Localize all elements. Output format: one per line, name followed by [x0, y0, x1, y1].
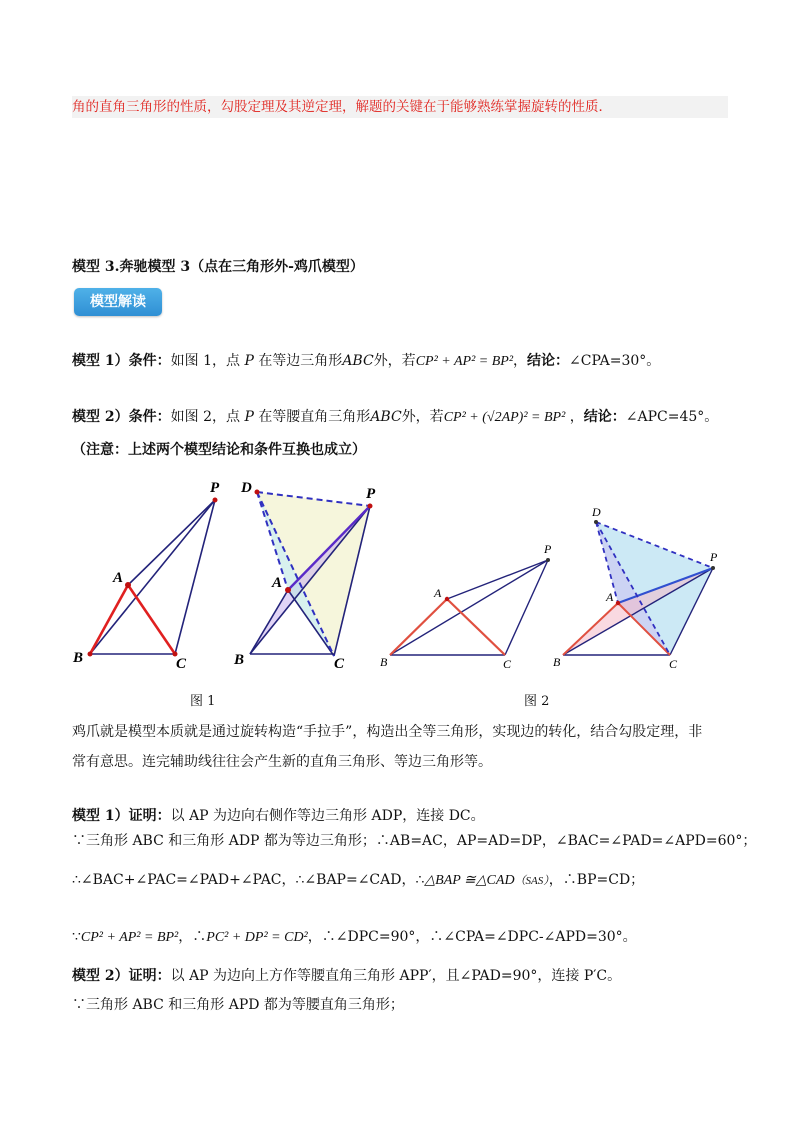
svg-text:D: D — [241, 480, 252, 496]
svg-text:P: P — [544, 542, 552, 556]
model2-formula: CP² + (√2AP)² = BP² — [443, 410, 566, 425]
proof1-line4: ∵CP² + AP² = BP²，∴PC² + DP² = CD²，∴∠DPC=90°，∴∠CPA=∠DPC-∠APD=30°。 — [72, 929, 637, 945]
proof2-line2: ∵三角形 ABC 和三角形 APD 都为等腰直角三角形； — [72, 997, 404, 1013]
svg-text:B: B — [553, 655, 561, 669]
svg-text:A: A — [272, 575, 283, 591]
svg-text:B: B — [234, 652, 245, 668]
fig2-right — [553, 505, 718, 671]
proof1-line3: ∴∠BAC+∠PAC=∠PAD+∠PAC，∴∠BAP=∠CAD，∴△BAP ≅△CAD（SAS），∴BP=CD； — [72, 872, 645, 888]
fig2-left — [380, 542, 552, 671]
svg-text:B: B — [73, 650, 84, 666]
svg-text:C: C — [334, 656, 345, 672]
svg-text:B: B — [380, 655, 388, 669]
figures — [60, 470, 740, 680]
svg-text:A: A — [434, 586, 442, 600]
top-red-line: 角的直角三角形的性质，勾股定理及其逆定理，解题的关键在于能够熟练掌握旋转的性质． — [72, 96, 728, 118]
svg-text:C: C — [176, 656, 187, 672]
model-reading-badge: 模型解读 — [74, 288, 162, 316]
fig2-caption: 图 2 — [524, 694, 550, 709]
proof1-heading: 模型 1）证明：以 AP 为边向右侧作等边三角形 ADP，连接 DC。 — [72, 808, 485, 824]
svg-text:C: C — [669, 657, 678, 671]
model1-condition: 模型 1）条件：如图 1，点 P 在等边三角形ABC外，若CP² + AP² = BP²，结论：∠CPA=30°。 — [72, 353, 661, 369]
proof1-line2: ∵三角形 ABC 和三角形 ADP 都为等边三角形；∴AB=AC，AP=AD=DP，∠BAC=∠PAD=∠APD=60°； — [72, 833, 757, 849]
model2-condition: 模型 2）条件：如图 2，点 P 在等腰直角三角形ABC外，若CP² + (√2AP)² = BP² ，结论：∠APC=45°。 — [72, 409, 719, 425]
proof2-heading: 模型 2）证明：以 AP 为边向上方作等腰直角三角形 APP′，且∠PAD=90°，连接 P′C。 — [72, 968, 622, 984]
model1-formula: CP² + AP² = BP² — [415, 354, 514, 369]
svg-text:D: D — [592, 505, 601, 519]
svg-text:A: A — [113, 570, 124, 586]
explanation-paragraph: 鸡爪就是模型本质就是通过旋转构造“手拉手”，构造出全等三角形，实现边的转化，结合勾股定理，非 常有意思。连完辅助线往往会产生新的直角三角形、等边三角形等。 — [72, 724, 703, 770]
svg-text:P: P — [710, 550, 718, 564]
fig1-left — [72, 480, 220, 672]
section-heading: 模型 3.奔驰模型 3（点在三角形外-鸡爪模型） — [72, 259, 364, 275]
note-line: （注意：上述两个模型结论和条件互换也成立） — [72, 442, 366, 458]
svg-text:A: A — [606, 590, 614, 604]
label-P: P — [210, 480, 220, 496]
svg-text:P: P — [366, 486, 376, 502]
svg-text:C: C — [503, 657, 512, 671]
fig1-caption: 图 1 — [190, 694, 216, 709]
fig1-right — [233, 480, 376, 672]
